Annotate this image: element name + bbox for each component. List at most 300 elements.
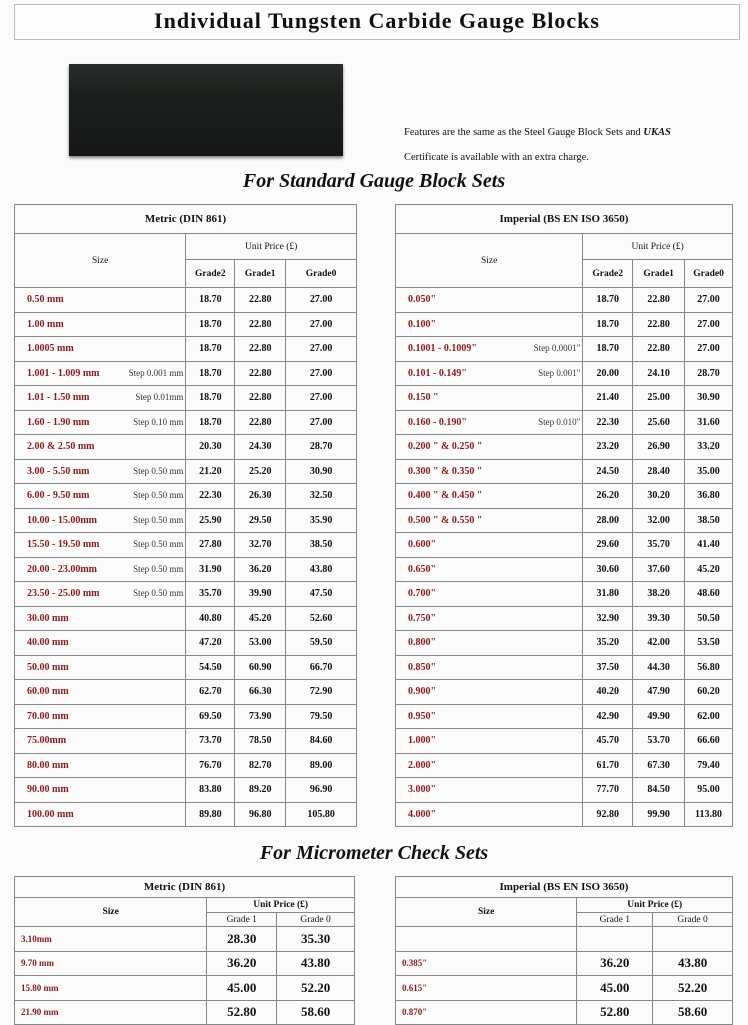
table-row	[396, 631, 733, 656]
price-cell: 113.80	[685, 802, 733, 827]
price-cell: 27.00	[685, 288, 733, 313]
table-row	[15, 927, 355, 952]
price-cell: 28.70	[286, 435, 357, 460]
size-label: 1.60 - 1.90 mm	[27, 416, 90, 428]
price-cell: 73.70	[186, 729, 235, 754]
price-cell: 27.00	[286, 410, 357, 435]
size-header: Size	[396, 898, 577, 927]
price-cell: 43.80	[277, 951, 355, 976]
price-cell: 73.90	[235, 704, 286, 729]
price-cell: 62.70	[186, 680, 235, 705]
grade-header: Grade 0	[277, 913, 355, 927]
size-label: 40.00 mm	[27, 637, 69, 649]
price-cell: 76.70	[186, 753, 235, 778]
price-cell: 45.20	[685, 557, 733, 582]
price-cell: 27.00	[286, 337, 357, 362]
size-cell	[15, 459, 186, 484]
price-cell: 96.90	[286, 778, 357, 803]
price-cell: 24.50	[583, 459, 633, 484]
table-row	[396, 508, 733, 533]
price-cell: 89.00	[286, 753, 357, 778]
price-cell: 99.90	[633, 802, 685, 827]
price-cell: 35.70	[186, 582, 235, 607]
size-label: 0.101 - 0.149"	[408, 367, 467, 379]
table-row	[15, 459, 357, 484]
table-row	[396, 729, 733, 754]
imperial-header: Imperial (BS EN ISO 3650)	[396, 205, 733, 234]
price-cell: 31.90	[186, 557, 235, 582]
price-cell: 60.20	[685, 680, 733, 705]
price-cell: 35.30	[277, 927, 355, 952]
size-cell	[396, 312, 583, 337]
price-cell: 47.90	[633, 680, 685, 705]
step-label: Step 0.50 mm	[133, 563, 184, 574]
size-label: 1.0005 mm	[27, 343, 74, 355]
size-cell	[15, 484, 186, 509]
table-row	[15, 582, 357, 607]
size-cell	[15, 778, 186, 803]
size-label: 20.00 - 23.00mm	[27, 563, 97, 575]
table-row	[396, 386, 733, 411]
size-cell	[396, 337, 583, 362]
step-label: Step 0.50 mm	[133, 490, 184, 501]
size-cell	[396, 582, 583, 607]
size-label: 60.00 mm	[27, 686, 69, 698]
price-cell: 18.70	[186, 410, 235, 435]
size-cell	[396, 386, 583, 411]
price-cell: 27.00	[286, 288, 357, 313]
price-cell: 18.70	[186, 288, 235, 313]
standard-metric-table	[14, 204, 357, 827]
size-cell	[396, 680, 583, 705]
size-header: Size	[15, 898, 207, 927]
price-cell: 96.80	[235, 802, 286, 827]
table-row	[396, 582, 733, 607]
size-cell	[396, 631, 583, 656]
size-cell	[15, 606, 186, 631]
size-cell	[396, 361, 583, 386]
price-cell: 27.00	[685, 337, 733, 362]
table-row	[396, 778, 733, 803]
size-label: 3.00 - 5.50 mm	[27, 465, 90, 477]
size-cell: 0.385"	[396, 951, 577, 976]
price-cell: 30.90	[685, 386, 733, 411]
table-row	[396, 459, 733, 484]
step-label: Step 0.50 mm	[133, 588, 184, 599]
metric-header: Metric (DIN 861)	[15, 877, 355, 898]
price-cell: 36.20	[207, 951, 277, 976]
size-label: 15.50 - 19.50 mm	[27, 539, 100, 551]
page-title: Individual Tungsten Carbide Gauge Blocks	[14, 4, 740, 40]
price-cell: 79.50	[286, 704, 357, 729]
table-row	[396, 802, 733, 827]
price-cell: 66.30	[235, 680, 286, 705]
table-row	[396, 951, 733, 976]
price-cell: 72.90	[286, 680, 357, 705]
size-cell	[15, 508, 186, 533]
price-cell: 27.00	[286, 386, 357, 411]
table-row	[396, 704, 733, 729]
grade-header: Grade2	[583, 260, 633, 288]
size-label: 0.850"	[408, 661, 437, 673]
table-row	[15, 557, 357, 582]
table-row	[396, 533, 733, 558]
table-row	[15, 655, 357, 680]
price-cell: 39.90	[235, 582, 286, 607]
price-cell: 79.40	[685, 753, 733, 778]
table-row	[396, 361, 733, 386]
price-cell: 105.80	[286, 802, 357, 827]
size-cell	[15, 680, 186, 705]
price-cell: 22.80	[235, 361, 286, 386]
features-line1: Features are the same as the Steel Gauge Block Sets and	[404, 127, 644, 138]
price-cell: 58.60	[653, 1000, 733, 1025]
price-cell: 78.50	[235, 729, 286, 754]
size-label: 2.000"	[408, 759, 437, 771]
table-row	[396, 557, 733, 582]
table-row	[15, 606, 357, 631]
table-row	[396, 484, 733, 509]
price-cell: 37.60	[633, 557, 685, 582]
price-cell: 22.80	[235, 337, 286, 362]
price-cell: 28.00	[583, 508, 633, 533]
price-cell: 22.80	[633, 312, 685, 337]
price-cell: 38.20	[633, 582, 685, 607]
price-cell	[577, 927, 653, 952]
step-label: Step 0.50 mm	[133, 465, 184, 476]
price-cell: 25.00	[633, 386, 685, 411]
price-cell: 89.80	[186, 802, 235, 827]
price-cell: 54.50	[186, 655, 235, 680]
size-cell	[396, 753, 583, 778]
price-cell: 40.80	[186, 606, 235, 631]
size-header: Size	[396, 234, 583, 288]
size-label: 0.950"	[408, 710, 437, 722]
size-cell	[396, 288, 583, 313]
size-label: 1.01 - 1.50 mm	[27, 392, 90, 404]
price-cell: 50.50	[685, 606, 733, 631]
price-cell: 28.40	[633, 459, 685, 484]
price-cell: 84.50	[633, 778, 685, 803]
table-row	[15, 704, 357, 729]
gauge-block-image	[69, 64, 343, 156]
size-cell	[396, 484, 583, 509]
price-cell: 18.70	[583, 288, 633, 313]
size-cell	[396, 729, 583, 754]
price-cell: 35.70	[633, 533, 685, 558]
size-cell	[396, 410, 583, 435]
table-row	[396, 435, 733, 460]
size-cell	[396, 927, 577, 952]
standard-section-title: For Standard Gauge Block Sets	[242, 170, 506, 192]
price-cell: 24.10	[633, 361, 685, 386]
price-cell: 35.00	[685, 459, 733, 484]
size-label: 0.200 " & 0.250 "	[408, 441, 483, 453]
price-cell: 77.70	[583, 778, 633, 803]
price-cell: 22.80	[633, 288, 685, 313]
price-cell: 28.30	[207, 927, 277, 952]
size-cell	[396, 778, 583, 803]
size-label: 0.100"	[408, 318, 437, 330]
size-cell	[396, 459, 583, 484]
price-cell: 18.70	[186, 312, 235, 337]
price-cell: 52.20	[277, 976, 355, 1001]
price-cell: 26.20	[583, 484, 633, 509]
size-cell	[15, 435, 186, 460]
step-label: Step 0.001 mm	[128, 367, 184, 378]
size-cell: 0.615"	[396, 976, 577, 1001]
size-cell	[396, 508, 583, 533]
price-cell: 47.20	[186, 631, 235, 656]
size-label: 1.000"	[408, 735, 437, 747]
price-cell: 27.00	[286, 361, 357, 386]
price-cell: 39.30	[633, 606, 685, 631]
table-row	[396, 606, 733, 631]
size-label: 0.650"	[408, 563, 437, 575]
size-label: 0.500 " & 0.550 "	[408, 514, 483, 526]
price-cell: 92.80	[583, 802, 633, 827]
size-cell	[15, 361, 186, 386]
price-cell: 53.00	[235, 631, 286, 656]
metric-header: Metric (DIN 861)	[15, 205, 357, 234]
size-label: 0.160 - 0.190"	[408, 416, 467, 428]
size-label: 100.00 mm	[27, 808, 74, 820]
micrometer-imperial-table	[395, 876, 733, 1025]
price-cell: 18.70	[186, 361, 235, 386]
price-cell: 23.20	[583, 435, 633, 460]
price-cell: 18.70	[583, 337, 633, 362]
price-cell: 83.80	[186, 778, 235, 803]
price-cell: 41.40	[685, 533, 733, 558]
features-line2: Certificate is available with an extra charge.	[404, 152, 589, 163]
table-row	[396, 337, 733, 362]
price-cell: 45.00	[577, 976, 653, 1001]
table-row	[15, 508, 357, 533]
size-label: 0.900"	[408, 686, 437, 698]
size-label: 90.00 mm	[27, 784, 69, 796]
price-cell: 53.70	[633, 729, 685, 754]
price-cell: 43.80	[286, 557, 357, 582]
grade-header: Grade1	[633, 260, 685, 288]
step-label: Step 0.001"	[538, 367, 581, 378]
price-cell: 22.80	[235, 386, 286, 411]
table-row	[15, 976, 355, 1001]
price-cell: 30.90	[286, 459, 357, 484]
price-cell: 62.00	[685, 704, 733, 729]
size-cell	[15, 655, 186, 680]
size-cell	[15, 386, 186, 411]
table-row	[15, 361, 357, 386]
table-row	[15, 631, 357, 656]
grade-header: Grade 1	[207, 913, 277, 927]
grade-header: Grade1	[235, 260, 286, 288]
table-row	[15, 410, 357, 435]
size-cell	[15, 312, 186, 337]
size-label: 3.000"	[408, 784, 437, 796]
grade-header: Grade 0	[653, 913, 733, 927]
price-cell: 40.20	[583, 680, 633, 705]
table-row	[396, 312, 733, 337]
size-cell: 15.80 mm	[15, 976, 207, 1001]
table-row	[15, 778, 357, 803]
table-row	[15, 337, 357, 362]
table-row	[15, 435, 357, 460]
price-cell: 45.20	[235, 606, 286, 631]
size-label: 0.400 " & 0.450 "	[408, 490, 483, 502]
price-cell: 25.60	[633, 410, 685, 435]
table-row	[396, 1000, 733, 1025]
size-cell: 3.10mm	[15, 927, 207, 952]
grade-header: Grade2	[186, 260, 235, 288]
size-cell	[15, 631, 186, 656]
size-cell: 21.90 mm	[15, 1000, 207, 1025]
size-cell	[15, 753, 186, 778]
size-header: Size	[15, 234, 186, 288]
table-row	[15, 680, 357, 705]
size-cell	[396, 802, 583, 827]
price-cell: 18.70	[186, 386, 235, 411]
size-cell	[15, 337, 186, 362]
size-label: 0.800"	[408, 637, 437, 649]
price-cell: 47.50	[286, 582, 357, 607]
grade-header: Grade0	[286, 260, 357, 288]
price-cell: 27.00	[286, 312, 357, 337]
micrometer-section-title: For Micrometer Check Sets	[259, 842, 489, 864]
price-cell: 25.20	[235, 459, 286, 484]
table-row	[396, 680, 733, 705]
table-row	[15, 753, 357, 778]
price-cell: 37.50	[583, 655, 633, 680]
table-row	[15, 533, 357, 558]
table-row	[15, 951, 355, 976]
price-cell: 58.60	[277, 1000, 355, 1025]
price-cell: 27.00	[685, 312, 733, 337]
price-cell: 52.80	[207, 1000, 277, 1025]
table-row	[15, 1000, 355, 1025]
price-cell: 66.60	[685, 729, 733, 754]
table-row	[15, 288, 357, 313]
price-cell: 22.30	[583, 410, 633, 435]
size-label: 80.00 mm	[27, 759, 69, 771]
size-label: 0.750"	[408, 612, 437, 624]
table-row	[396, 976, 733, 1001]
price-cell: 30.20	[633, 484, 685, 509]
price-cell: 25.90	[186, 508, 235, 533]
size-cell	[396, 557, 583, 582]
price-cell: 69.50	[186, 704, 235, 729]
price-cell: 24.30	[235, 435, 286, 460]
price-cell: 52.20	[653, 976, 733, 1001]
price-cell: 56.80	[685, 655, 733, 680]
size-label: 75.00mm	[27, 735, 67, 747]
price-cell: 28.70	[685, 361, 733, 386]
size-cell: 9.70 mm	[15, 951, 207, 976]
size-cell	[396, 606, 583, 631]
size-cell	[15, 410, 186, 435]
table-row	[15, 484, 357, 509]
price-cell: 30.60	[583, 557, 633, 582]
price-cell: 36.80	[685, 484, 733, 509]
grade-header: Grade0	[685, 260, 733, 288]
table-row	[15, 802, 357, 827]
price-cell: 26.90	[633, 435, 685, 460]
price-cell: 18.70	[186, 337, 235, 362]
micrometer-metric-table	[14, 876, 355, 1025]
price-cell: 29.60	[583, 533, 633, 558]
features-text	[404, 120, 744, 170]
ukas-label: UKAS	[643, 127, 671, 138]
size-label: 0.150 "	[408, 392, 439, 404]
price-cell: 27.80	[186, 533, 235, 558]
size-label: 50.00 mm	[27, 661, 69, 673]
size-label: 23.50 - 25.00 mm	[27, 588, 100, 600]
price-cell: 35.90	[286, 508, 357, 533]
price-cell: 45.70	[583, 729, 633, 754]
step-label: Step 0.0001"	[533, 343, 581, 354]
size-label: 1.00 mm	[27, 318, 64, 330]
price-cell: 20.00	[583, 361, 633, 386]
price-cell: 42.00	[633, 631, 685, 656]
table-row	[15, 729, 357, 754]
unit-price-header: Unit Price (£)	[583, 234, 733, 260]
size-label: 0.600"	[408, 539, 437, 551]
price-cell	[653, 927, 733, 952]
price-cell: 26.30	[235, 484, 286, 509]
size-label: 0.50 mm	[27, 294, 64, 306]
size-cell	[15, 704, 186, 729]
imperial-header: Imperial (BS EN ISO 3650)	[396, 877, 733, 898]
price-cell: 35.20	[583, 631, 633, 656]
price-cell: 21.20	[186, 459, 235, 484]
price-cell: 22.80	[633, 337, 685, 362]
price-cell: 29.50	[235, 508, 286, 533]
size-cell	[396, 533, 583, 558]
price-cell: 32.90	[583, 606, 633, 631]
price-cell: 49.90	[633, 704, 685, 729]
price-cell: 82.70	[235, 753, 286, 778]
price-cell: 61.70	[583, 753, 633, 778]
price-cell: 43.80	[653, 951, 733, 976]
price-cell: 66.70	[286, 655, 357, 680]
size-cell	[15, 288, 186, 313]
price-cell: 48.60	[685, 582, 733, 607]
table-row	[396, 410, 733, 435]
table-row	[396, 288, 733, 313]
price-cell: 53.50	[685, 631, 733, 656]
price-cell: 89.20	[235, 778, 286, 803]
table-row	[396, 655, 733, 680]
price-cell: 22.30	[186, 484, 235, 509]
size-label: 2.00 & 2.50 mm	[27, 441, 95, 453]
size-cell	[396, 704, 583, 729]
unit-price-header: Unit Price (£)	[207, 898, 355, 913]
price-cell: 33.20	[685, 435, 733, 460]
standard-imperial-table	[395, 204, 733, 827]
table-row	[396, 753, 733, 778]
size-cell	[15, 533, 186, 558]
price-cell: 21.40	[583, 386, 633, 411]
size-label: 30.00 mm	[27, 612, 69, 624]
size-cell: 0.870"	[396, 1000, 577, 1025]
size-cell	[15, 729, 186, 754]
step-label: Step 0.010"	[538, 416, 581, 427]
price-cell: 95.00	[685, 778, 733, 803]
price-cell: 22.80	[235, 312, 286, 337]
size-cell	[15, 582, 186, 607]
size-label: 0.050"	[408, 294, 437, 306]
unit-price-header: Unit Price (£)	[577, 898, 733, 913]
price-cell: 60.90	[235, 655, 286, 680]
